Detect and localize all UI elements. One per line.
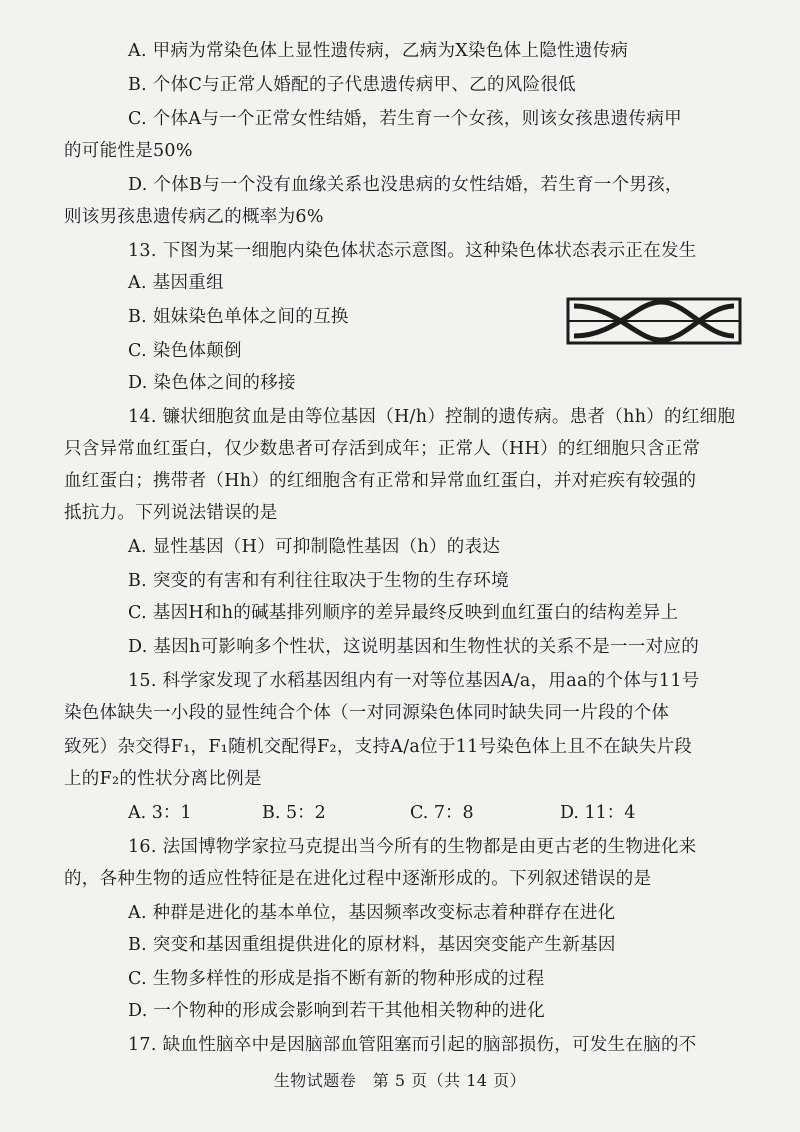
q15-stem-2: 染色体缺失一小段的显性纯合个体（一对同源染色体同时缺失同一片段的个体 [64, 703, 670, 723]
q14-stem-2: 只含异常血红蛋白，仅少数患者可存活到成年；正常人（HH）的红细胞只含正常 [64, 439, 701, 459]
q14-stem-4: 抵抗力。下列说法错误的是 [64, 503, 278, 523]
q15-stem-4: 上的F₂的性状分离比例是 [64, 769, 262, 789]
q14-stem-1: 14. 镰状细胞贫血是由等位基因（H/h）控制的遗传病。患者（hh）的红细胞 [128, 407, 736, 427]
q15-stem-3: 致死）杂交得F₁，F₁随机交配得F₂，支持A/a位于11号染色体上且不在缺失片段 [64, 737, 693, 757]
q16-stem-1: 16. 法国博物学家拉马克提出当今所有的生物都是由更古老的生物进化来 [128, 837, 697, 857]
q15-option-b: B. 5：2 [262, 803, 326, 823]
q14-option-d: D. 基因h可影响多个性状，这说明基因和生物性状的关系不是一一对应的 [128, 637, 700, 657]
q12-option-b: B. 个体C与正常人婚配的子代患遗传病甲、乙的风险很低 [128, 75, 576, 95]
q14-stem-3: 血红蛋白；携带者（Hh）的红细胞含有正常和异常血红蛋白，并对疟疾有较强的 [64, 471, 697, 491]
q13-stem: 13. 下图为某一细胞内染色体状态示意图。这种染色体状态表示正在发生 [128, 241, 697, 261]
q15-option-c: C. 7：8 [410, 803, 474, 823]
q14-option-b: B. 突变的有害和有利往往取决于生物的生存环境 [128, 571, 509, 591]
q16-option-a: A. 种群是进化的基本单位，基因频率改变标志着种群存在进化 [128, 903, 616, 923]
chromosome-crossover-figure [566, 296, 742, 346]
q14-option-c: C. 基因H和h的碱基排列顺序的差异最终反映到血红蛋白的结构差异上 [128, 603, 679, 623]
q15-stem-1: 15. 科学家发现了水稻基因组内有一对等位基因A/a，用aa的个体与11号 [128, 671, 700, 691]
q14-option-a: A. 显性基因（H）可抑制隐性基因（h）的表达 [128, 537, 501, 557]
q12-option-c-cont: 的可能性是50% [64, 141, 193, 161]
page-footer: 生物试题卷 第 5 页（共 14 页） [273, 1071, 527, 1090]
q12-option-c: C. 个体A与一个正常女性结婚，若生育一个女孩，则该女孩患遗传病甲 [128, 109, 682, 129]
q15-option-a: A. 3：1 [128, 803, 192, 823]
chromatid-arc-lower [574, 302, 734, 336]
q13-option-a: A. 基因重组 [128, 273, 224, 293]
q16-option-b: B. 突变和基因重组提供进化的原材料，基因突变能产生新基因 [128, 935, 616, 955]
q16-stem-2: 的，各种生物的适应性特征是在进化过程中逐渐形成的。下列叙述错误的是 [64, 869, 652, 889]
q16-option-c: C. 生物多样性的形成是指不断有新的物种形成的过程 [128, 969, 545, 989]
q12-option-d: D. 个体B与一个没有血缘关系也没患病的女性结婚，若生育一个男孩， [128, 175, 683, 195]
q15-option-d: D. 11：4 [560, 803, 636, 823]
q13-option-b: B. 姐妹染色单体之间的互换 [128, 307, 349, 327]
q12-option-d-cont: 则该男孩患遗传病乙的概率为6% [64, 207, 324, 227]
q17-stem-1: 17. 缺血性脑卒中是因脑部血管阻塞而引起的脑部损伤，可发生在脑的不 [128, 1035, 697, 1055]
q13-option-c: C. 染色体颠倒 [128, 341, 242, 361]
q12-option-a: A. 甲病为常染色体上显性遗传病，乙病为X染色体上隐性遗传病 [128, 41, 629, 61]
q16-option-d: D. 一个物种的形成会影响到若干其他相关物种的进化 [128, 1001, 546, 1021]
q13-option-d: D. 染色体之间的移接 [128, 373, 296, 393]
chromatid-arc-upper [574, 306, 734, 340]
